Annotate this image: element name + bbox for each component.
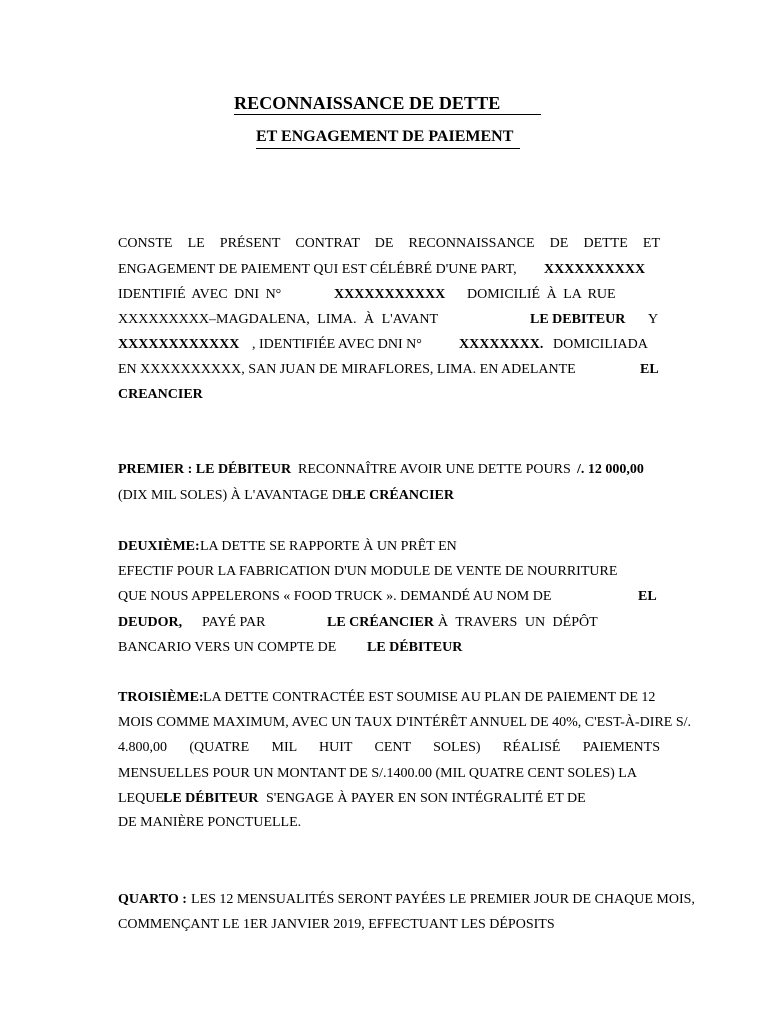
creditor-label: LE CRÉANCIER (327, 615, 434, 630)
redacted-dni-debtor: XXXXXXXXXXX (334, 287, 446, 302)
clause-text: S'ENGAGE À PAYER EN SON INTÉGRALITÉ ET DE (266, 791, 586, 806)
subtitle-underline (256, 148, 520, 149)
creditor-label: EL (640, 362, 659, 377)
intro-text: EN XXXXXXXXXX, SAN JUAN DE MIRAFLORES, LIMA. EN ADELANTE (118, 362, 576, 377)
debtor-label: LE DÉBITEUR (163, 791, 259, 806)
clause-text: DE MANIÈRE PONCTUELLE. (118, 815, 302, 830)
document-subtitle: ET ENGAGEMENT DE PAIEMENT (256, 128, 514, 145)
clause-text: LA DETTE CONTRACTÉE EST SOUMISE AU PLAN DE PAIEMENT DE 12 (203, 690, 656, 705)
clause-label: DEUXIÈME: (118, 539, 200, 554)
redacted-name-debtor: XXXXXXXXXX (544, 262, 646, 277)
clause-text: EFECTIF POUR LA FABRICATION D'UN MODULE DE VENTE DE NOURRITURE (118, 564, 618, 579)
creditor-label: LE CRÉANCIER (347, 488, 454, 503)
intro-line-1: CONSTE LE PRÉSENT CONTRAT DE RECONNAISSANCE DE DETTE ET (118, 236, 660, 251)
intro-text: DOMICILIADA (553, 337, 648, 352)
clause-text: MENSUELLES POUR UN MONTANT DE S/.1400.00 (MIL QUATRE CENT SOLES) LA (118, 766, 637, 781)
intro-text: XXXXXXXXX–MAGDALENA, LIMA. À L'AVANT (118, 312, 439, 327)
clause-text: 4.800,00 (QUATRE MIL HUIT CENT SOLES) RÉALISÉ PAIEMENTS (118, 740, 660, 755)
clause-text: LA DETTE SE RAPPORTE À UN PRÊT EN (200, 539, 457, 554)
clause-text: RECONNAÎTRE AVOIR UNE DETTE POURS (298, 462, 571, 477)
debtor-label: DEUDOR, (118, 615, 183, 630)
redacted-name-creditor: XXXXXXXXXXXX (118, 337, 240, 352)
clause-text: COMMENÇANT LE 1ER JANVIER 2019, EFFECTUANT LES DÉPOSITS (118, 917, 555, 932)
clause-text: PAYÉ PAR (202, 615, 266, 630)
redacted-dni-creditor: XXXXXXXX. (459, 337, 544, 352)
clause-label: PREMIER : LE DÉBITEUR (118, 462, 292, 477)
debtor-label: LE DEBITEUR (530, 312, 626, 327)
clause-label: TROISIÈME: (118, 690, 204, 705)
intro-text: IDENTIFIÉ AVEC DNI N° (118, 287, 282, 302)
clause-text-bold: EL (638, 589, 657, 604)
intro-text: Y (648, 312, 659, 327)
debt-amount: /. 12 000,00 (577, 462, 644, 477)
clause-text: (DIX MIL SOLES) À L'AVANTAGE DE (118, 488, 351, 503)
clause-text: MOIS COMME MAXIMUM, AVEC UN TAUX D'INTÉRÊT ANNUEL DE 40%, C'EST-À-DIRE S/. (118, 715, 692, 730)
clause-text: QUE NOUS APPELERONS « FOOD TRUCK ». DEMANDÉ AU NOM DE (118, 589, 552, 604)
intro-text: ENGAGEMENT DE PAIEMENT QUI EST CÉLÉBRÉ D'UNE PART, (118, 262, 517, 277)
clause-text: LES 12 MENSUALITÉS SERONT PAYÉES LE PREMIER JOUR DE CHAQUE MOIS, (191, 892, 695, 907)
clause-text: LEQUEL (118, 791, 173, 806)
intro-text: , IDENTIFIÉE AVEC DNI N° (252, 337, 422, 352)
intro-text: DOMICILIÉ À LA RUE (467, 287, 616, 302)
document-title: RECONNAISSANCE DE DETTE (234, 93, 501, 113)
clause-text: À TRAVERS UN DÉPÔT (438, 615, 598, 630)
clause-text: BANCARIO VERS UN COMPTE DE (118, 640, 337, 655)
clause-label: QUARTO : (118, 892, 187, 907)
debtor-label: LE DÉBITEUR (367, 640, 463, 655)
intro-line-7: CREANCIER (118, 387, 203, 402)
title-underline (234, 114, 541, 115)
